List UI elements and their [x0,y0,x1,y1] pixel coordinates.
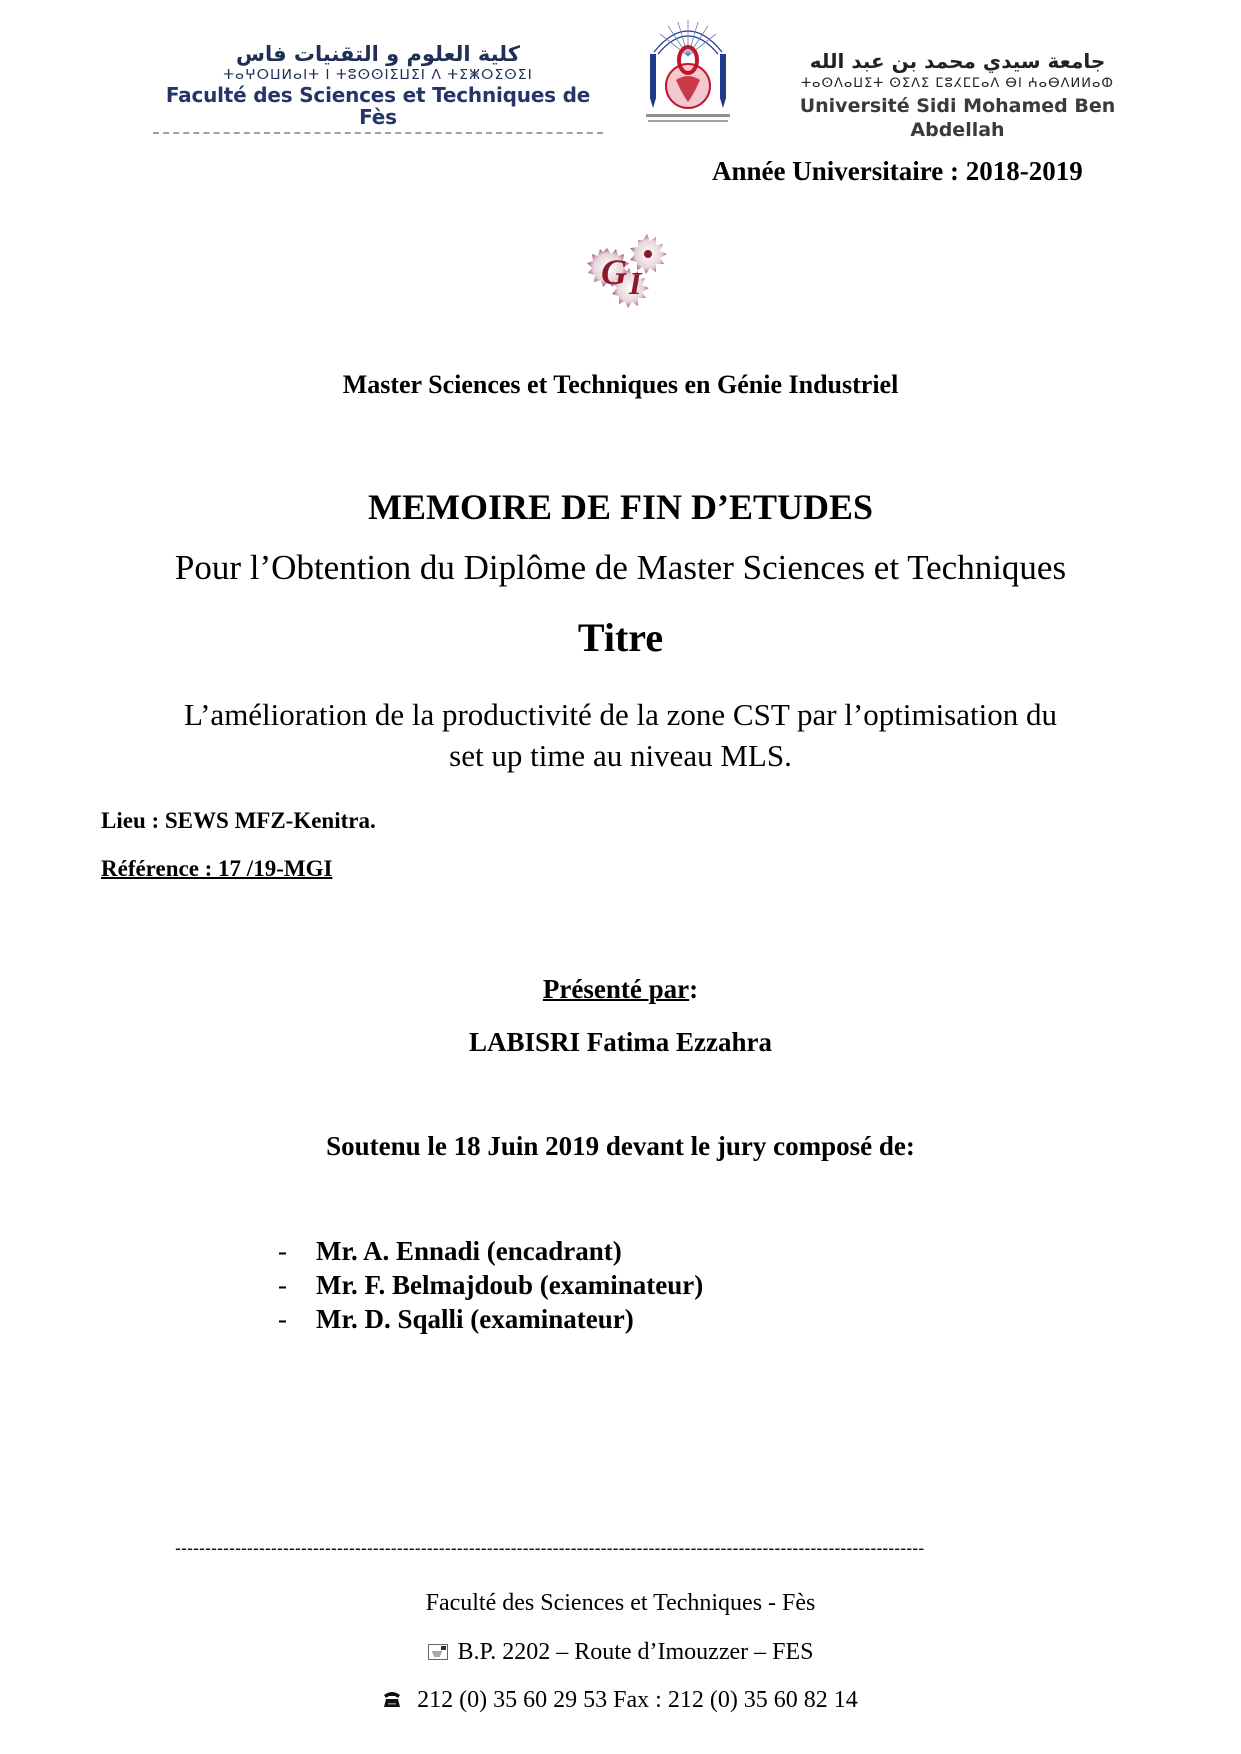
defense-statement: Soutenu le 18 Juin 2019 devant le jury composé de: [326,1131,915,1161]
envelope-icon [428,1640,448,1667]
program-name: Master Sciences et Techniques en Génie Industriel [342,370,899,399]
university-french-name: Université Sidi Mohamed Ben Abdellah [799,95,1116,141]
list-bullet: - [278,1270,287,1300]
footer-phone-fax: 212 (0) 35 60 29 53 Fax : 212 (0) 35 60 82 14 [417,1687,858,1713]
jury-list [278,1234,703,1336]
internship-location: Lieu : SEWS MFZ-Kenitra. [101,808,376,833]
gi-gear-logo-icon [583,232,673,308]
thesis-subject-line-2: set up time au niveau MLS. [449,738,792,773]
presented-by-colon: : [689,974,699,1004]
jury-member-name: Mr. D. Sqalli (examinateur) [316,1304,634,1334]
fst-tifinagh-name: ⵜⴰⵖⵔⵡⵍⴰⵏⵜ ⵏ ⵜⵓⵙⵙⵏⵉⵡⵉⵏ ⴷ ⵜⵉⵥⵔⵉⵙⵉⵏ [223,67,533,83]
academic-year: Année Universitaire : 2018-2019 [712,156,1083,186]
footer-separator: ----------------------------------------------------------------------------------------------------------------------------- [175,1538,925,1558]
degree-purpose: Pour l’Obtention du Diplôme de Master Sciences et Techniques [174,548,1067,587]
jury-member [278,1234,703,1268]
fst-logo-underline [153,132,603,134]
list-bullet: - [278,1236,287,1266]
document-type: MEMOIRE DE FIN D’ETUDES [367,487,874,527]
footer-institution: Faculté des Sciences et Techniques - Fès [425,1590,816,1616]
svg-text:G: G [601,252,627,292]
university-emblem-icon [640,14,736,126]
fst-french-name: Faculté des Sciences et Techniques de Fès [165,83,591,129]
title-label: Titre [577,615,664,660]
fst-logo [150,42,606,134]
jury-member-name: Mr. F. Belmajdoub (examinateur) [316,1270,704,1300]
university-logo [760,48,1155,142]
svg-text:I: I [629,265,642,301]
student-name: LABISRI Fatima Ezzahra [469,1027,772,1057]
thesis-subject [0,694,1241,776]
presented-by-heading [0,974,1241,1005]
reference-number: Référence : 17 /19-MGI [101,856,333,881]
university-arabic-name: جامعة سيدي محمد بن عبد الله [809,49,1106,73]
footer-address: B.P. 2202 – Route d’Imouzzer – FES [457,1639,814,1665]
presented-by-label: Présenté par [542,974,690,1004]
jury-member [278,1268,703,1302]
footer-address-line [0,1639,1241,1667]
telephone-icon [383,1688,401,1715]
fst-arabic-name: كلية العلوم و التقنيات فاس [236,42,520,66]
thesis-subject-line-1: L’amélioration de la productivité de la zone CST par l’optimisation du [184,697,1057,732]
footer-phone-line [0,1687,1241,1715]
list-bullet: - [278,1304,287,1334]
jury-member [278,1302,703,1336]
university-tifinagh-name: ⵜⴰⵙⴷⴰⵡⵉⵜ ⵙⵉⴷⵉ ⵎⵓⵃⵎⵎⴰⴷ ⴱⵏ ⵄⴰⴱⴷⵍⵍⴰⵀ [801,76,1114,91]
jury-member-name: Mr. A. Ennadi (encadrant) [316,1236,622,1266]
